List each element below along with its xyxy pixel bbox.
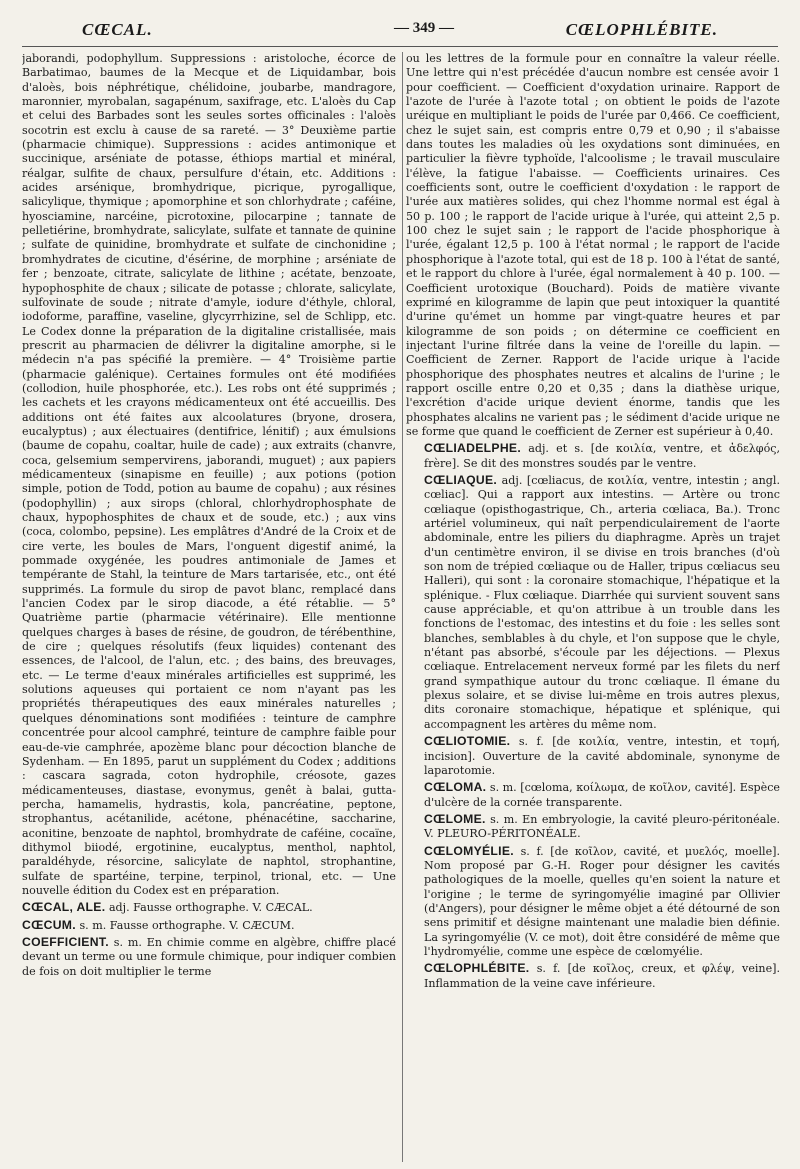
entry-text: s. f. [de κοιλία, ventre, intestin, et τομή, incision]. Ouverture de la cavité abdominale, synonyme de laparotomie.	[424, 735, 780, 777]
coefficient-continuation-paragraph: ou les lettres de la formule pour en connaître la valeur réelle. Une lettre qui n'est précédée d'aucun nombre est censée avoir 1 pour coefficient. — Coefficient d'oxydation urinaire. Rapport de l'azote de l'urée à l'azote total ; on obtient le poids de l'azote uréique en multipliant le poids de l'urée par 0,466. Ce coefficient, chez le sujet sain, est compris entre 0,79 et 0,90 ; il s'abaisse dans toutes les maladies où les oxydations sont diminuées, en particulier la fièvre typhoïde, l'alcoolisme ; le travail musculaire l'élève, la fatigue l'abaisse. — Coefficients urinaires. Ces coefficients sont, outre le coefficient d'oxydation : le rapport de l'urée aux matières solides, qui chez l'homme normal est égal à 50 p. 100 ; le rapport de l'acide urique à l'urée, qui atteint 2,5 p. 100 chez le sujet sain ; le rapport de l'acide phosphorique à l'urée, égalant 12,5 p. 100 à l'état normal ; le rapport de l'acide phosphorique à l'azote total, qui est de 18 p. 100 à l'état de santé, et le rapport du chlore à l'urée, égal normalement à 40 p. 100. — Coefficient urotoxique (Bouchard). Poids de matière vivante exprimé en kilogramme de lapin que peut intoxiquer la quantité d'urine qu'émet un homme par vingt-quatre heures et par kilogramme de son poids ; on détermine ce coefficient en injectant l'urine filtrée dans la veine de l'oreille du lapin. — Coefficient de Zerner. Rapport de l'acide urique à l'acide phosphorique des phosphates neutres et alcalins de l'urine ; le rapport oscille entre 0,20 et 0,35 ; dans la diathèse urique, l'excrétion d'acide urique devient énorme, tandis que les phosphates alcalins ne varient pas ; le sédiment d'acide urique ne se forme que quand le coefficient de Zerner est supérieur à 0,40.	[406, 52, 780, 438]
header-left-guideword: CŒCAL.	[82, 20, 153, 39]
headword: CŒLIADELPHE.	[424, 441, 522, 456]
headword: CŒLOME.	[424, 811, 486, 826]
column-divider	[402, 52, 403, 1162]
left-column	[22, 52, 396, 1162]
entry-coeloma	[406, 780, 780, 810]
codex-continuation-paragraph: jaborandi, podophyllum. Suppressions : aristoloche, écorce de Barbatimao, baumes de la Mecque et de Liquidambar, bois d'aloès, bois néphrétique, chélidoine, joubarbe, mandragore, maronnier, myrobalan, sagapénum, saxifrage, etc. L'aloès du Cap et celui des Barbades sont les seules sortes officinales : l'aloès socotrin est exclu à cause de sa rareté. — 3° Deuxième partie (pharmacie chimique). Suppressions : acides antimonique et succinique, arséniate de potasse, éthiops martial et minéral, réalgar, sulfite de chaux, persulfure d'étain, etc. Additions : acides arsénique, bromhydrique, picrique, pyrogallique, salicylique, thymique ; apomorphine et son chlorhydrate ; caféine, hyosciamine, narcéine, picrotoxine, pilocarpine ; tannate de pelletiérine, bromhydrate, salicylate, sulfate et tannate de quinine ; sulfate de quinidine, bromhydrate et sulfate de cinchonidine ; bromhydrates de cicutine, d'ésérine, de morphine ; arséniate de fer ; benzoate, citrate, salicylate de lithine ; acétate, benzoate, hypophosphite de chaux ; silicate de potasse ; chlorate, salicylate, sulfovinate de soude ; nitrate d'amyle, iodure d'éthyle, chloral, iodoforme, paraffine, vaseline, glycyrrhizine, sel de Schlipp, etc. Le Codex donne la préparation de la digitaline cristallisée, mais prescrit au pharmacien de délivrer la digitaline amorphe, si le médecin n'a pas spécifié la première. — 4° Troisième partie (pharmacie galénique). Certaines formules ont été modifiées (collodion, huile phosphorée, etc.). Les robs ont été supprimés ; les cachets et les crayons médicamenteux ont été accueillis. Des additions ont été faites aux alcoolatures (bryone, drosera, eucalyptus) ; aux électuaires (dentifrice, lénitif) ; aux émulsions (baume de copahu, coaltar, huile de cade) ; aux extraits (chanvre, coca, gelsemium sempervirens, jaborandi, muguet) ; aux papiers médicamenteux (sinapisme en feuille) ; aux potions (potion simple, potion de Todd, potion au baume de copahu) ; aux résines (podophyllin) ; aux sirops (chloral, chlorhydrophosphate de chaux, hypophosphites de chaux et de soude, etc.) ; aux vins (coca, colombo, pepsine). Les emplâtres d'André de la Croix et de cire verte, les boules de Mars, l'onguent digestif animé, la pommade oxygénée, les poudres antimoniale de James et tempérante de Stahl, la teinture de Mars tartarisée, etc., ont été supprimés. La formule du sirop de pavot blanc, remplacé dans l'ancien Codex par le sirop diacode, a été rétablie. — 5° Quatrième partie (pharmacie vétérinaire). Elle mentionne quelques charges à bases de résine, de goudron, de térébenthine, de cire ; quelques résolutifs (feux liquides) contenant des essences, de l'alcool, de l'alun, etc. ; des bains, des breuvages, etc. — Le terme d'eaux minérales artificielles est supprimé, les solutions aqueuses qui portaient ce nom n'ayant pas les propriétés thérapeutiques des eaux minérales naturelles ; quelques dénominations sont modifiées : teinture de camphre concentrée pour alcool camphré, teinture de camphre faible pour eau-de-vie camphrée, apozème blanc pour décoction blanche de Sydenham. — En 1895, parut un supplément du Codex ; additions : cascara sagrada, coton hydrophile, créosote, gazes médicamenteuses, diastase, evonymus, genêt à balai, gutta-percha, hamamelis, hydrastis, kola, pancréatine, peptone, strophantus, acétanilide, acétone, phénacétine, saccharine, aconitine, benzoate de naphtol, bromhydrate de caféine, cocaïne, dithymol biiodé, ergotinine, eucalyptus, menthol, naphtol, paraldéhyde, résorcine, salicylate de naphtol, strophantine, sulfate de spartéine, terpine, terpinol, trional, etc. — Une nouvelle édition du Codex est en préparation.	[22, 52, 396, 897]
entry-coefficient	[22, 935, 396, 979]
headword: COEFFICIENT.	[22, 934, 109, 949]
entry-coecum	[22, 918, 396, 933]
headword: CŒLIOTOMIE.	[424, 734, 511, 749]
headword: CŒCUM.	[22, 917, 76, 932]
entry-text: s. m. En chimie comme en algèbre, chiffre placé devant un terme ou une formule chimique, pour indiquer combien de fois on doit multiplier le terme	[22, 935, 396, 978]
entry-text: s. m. Fausse orthographe. V. CÆCUM.	[75, 918, 295, 932]
entry-coelome	[406, 812, 780, 842]
entry-text: s. f. [de κοῖλον, cavité, et μυελός, moelle]. Nom proposé par G.-H. Roger pour désigner les cavités pathologiques de la moelle, quelles qu'en soient la nature et l'origine ; le terme de syringomyélie imaginé par Ollivier (d'Angers), pour désigner le même objet a été détourné de son sens primitif et désigne maintenant une maladie bien définie. La syringomyélie (V. ce mot), doit être considéré de même que l'hydromyélie, comme une espèce de cœlomyélie.	[424, 844, 780, 958]
headword: CŒCAL, ALE.	[22, 900, 106, 915]
header-right-guideword: CŒLOPHLÉBITE.	[565, 20, 718, 39]
headword: CŒLIAQUE.	[424, 472, 498, 487]
entry-text: s. m. En embryologie, la cavité pleuro-péritonéale. V. PLEURO-PÉRITONÉALE.	[424, 812, 780, 841]
entry-coeliaque	[406, 473, 780, 732]
entry-coeliadelphe	[406, 441, 780, 471]
entry-text: s. m. [cœloma, κοίλωμα, de κοῖλον, cavité]. Espèce d'ulcère de la cornée transparente.	[424, 781, 780, 809]
entry-text: adj. et s. [de κοιλία, ventre, et ἀδελφός, frère]. Se dit des monstres soudés par le ventre.	[424, 442, 780, 470]
page-header	[22, 16, 778, 47]
headword: CŒLOMYÉLIE.	[424, 843, 514, 858]
entry-coeliotomie	[406, 734, 780, 778]
entry-text: s. f. [de κοῖλος, creux, et φλέψ, veine]. Inflammation de la veine cave inférieure.	[424, 962, 780, 990]
entry-coecal	[22, 900, 396, 915]
headword: CŒLOMA.	[424, 780, 487, 795]
page-number: — 349 —	[394, 20, 454, 36]
headword: CŒLOPHLÉBITE.	[424, 961, 530, 976]
right-column	[406, 52, 780, 1162]
entry-text: adj. [cœliacus, de κοιλία, ventre, intestin ; angl. cœliac]. Qui a rapport aux intestins. — Artère ou tronc cœliaque (opisthogastrique, Ch., arteria cœliaca, Ba.). Tronc artériel volumineux, qui naît perpendiculairement de l'aorte abdominale, entre les piliers du diaphragme. Après un trajet d'un centimètre environ, il se divise en trois branches (d'où son nom de trépied cœliaque ou de Haller, tripus cœliacus seu Halleri), qui sont : la coronaire stomachique, l'hépatique et la splénique. - Flux cœliaque. Diarrhée qui survient souvent sans cause appréciable, et qu'on attribue à un trouble dans les fonctions de l'estomac, des intestins et du foie : les selles sont blanches, semblables à du chyle, et l'on suppose que le chyle, n'étant pas absorbé, s'écoule par les déjections. — Plexus cœliaque. Entrelacement nerveux formé par les filets du nerf grand sympathique autour du tronc cœliaque. Il émane du plexus solaire, et se divise lui-même en trois autres plexus, dits coronaire stomachique, hépatique et splénique, qui accompagnent les artères du même nom.	[424, 473, 780, 731]
entry-coelophlebite	[406, 961, 780, 991]
text-columns	[22, 52, 778, 1162]
entry-coelomyelie	[406, 844, 780, 960]
entry-text: adj. Fausse orthographe. V. CÆCAL.	[105, 901, 313, 915]
